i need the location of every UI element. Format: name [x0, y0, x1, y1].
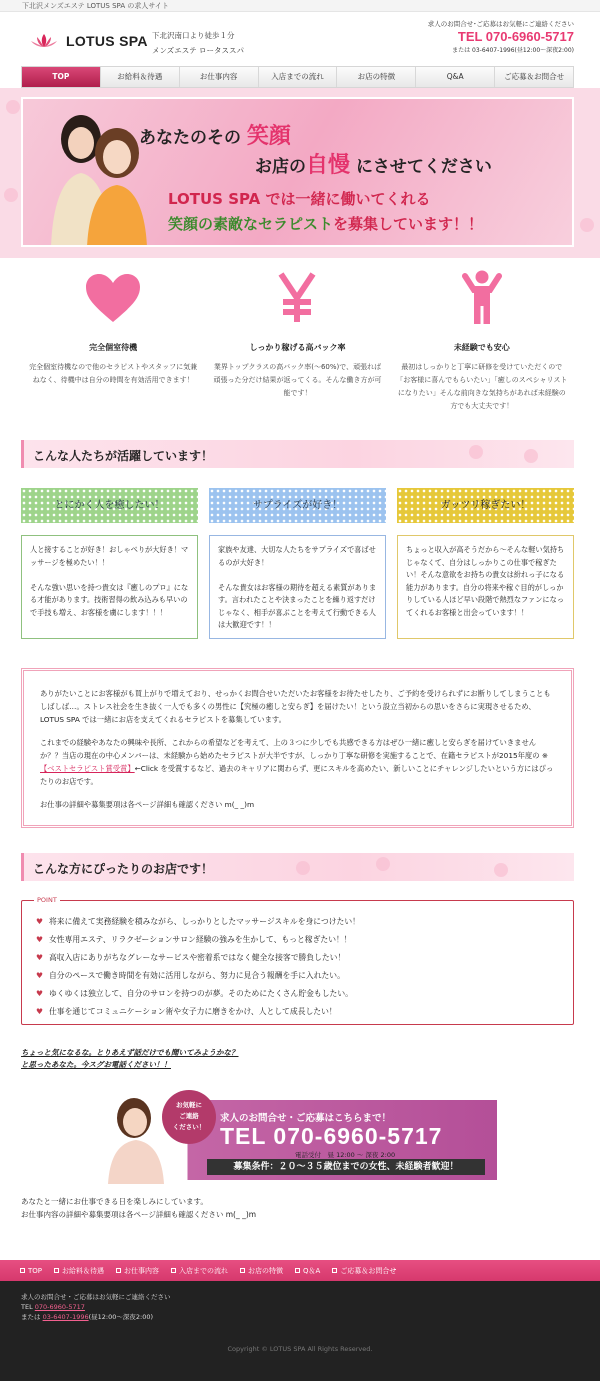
type-body-p1: 人と接することが好き！おしゃべりが大好き！マッサージを極めたい！！: [30, 545, 189, 567]
hero-line1: [139, 119, 291, 150]
list-item: [36, 913, 559, 931]
section-heading-fit: [21, 853, 574, 881]
hero-line3: LOTUS SPA では一緒に働いてくれる: [168, 190, 431, 208]
features: [21, 268, 574, 413]
banner-title: 求人のお問合せ・ご応募はこちらまで！: [220, 1113, 392, 1124]
type-card: [21, 488, 198, 639]
header-description: [152, 28, 244, 58]
list-item: [36, 985, 559, 1003]
nav-top[interactable]: TOP: [22, 67, 101, 87]
footer-tel-line: [21, 1302, 171, 1312]
nav-features[interactable]: お店の特徴: [337, 67, 416, 87]
hero-line4: [168, 213, 483, 234]
footer: [0, 1281, 600, 1381]
section-heading-active: [21, 440, 574, 468]
square-bullet-icon: [240, 1268, 245, 1273]
message-p3: お仕事の詳細や募集要項は各ページ詳細も確認ください m(_ _)m: [40, 800, 255, 809]
type-body-p1: ちょっと収入が高そうだから～そんな軽い気持ちじゃなくて、自分はしっかりこの仕事で稼ぎたい！そんな意欲をお持ちの貴女は紛れっ子になる能力があります。自分の将来や稼ぐ目的がしっかりしている人ほど早い段階で熱烈なファンになってくれるお客様と出会っています！！: [406, 545, 565, 617]
closing-line2: お仕事内容の詳細や募集要項は各ページ詳細も確認ください m(_ _)m: [21, 1210, 257, 1219]
call-prompt-line2: と思ったあなた。今スグお電話ください！！: [21, 1060, 171, 1069]
point-text: 自分のペースで働き時間を有効に活用しながら、努力に見合う報酬を手に入れたい。: [49, 971, 345, 980]
feature-item: [390, 268, 574, 413]
point-box: [21, 896, 574, 1025]
hero-line4b: を募集しています！！: [333, 215, 484, 233]
footer-nav-features[interactable]: [240, 1266, 283, 1276]
header-tel[interactable]: TEL 070-6960-5717: [457, 29, 574, 44]
message-p2: [40, 736, 555, 788]
square-bullet-icon: [171, 1268, 176, 1273]
footer-tel-label: TEL: [21, 1303, 35, 1311]
person-types: [21, 488, 574, 639]
hero-pride: 自慢: [306, 153, 351, 178]
message-p2b: ←Click を受賞するなど、過去のキャリアに関わらず、更にスキルを高めたい、新しいことにチャレンジしたいという方にはぴったりのお店です。: [40, 764, 554, 786]
contact-note: 求人のお問合せ･ご応募はお気軽にご連絡ください: [427, 20, 574, 28]
point-text: 女性専用エステ、リラクゼーションサロン経験の強みを生かして、もっと稼ぎたい！！: [49, 935, 352, 944]
footer-alt-tel[interactable]: 03-6407-1996: [42, 1313, 89, 1321]
footer-nav-salary[interactable]: [54, 1266, 104, 1276]
banner-hours: 電話受付 昼 12:00 ～ 深夜 2:00: [295, 1151, 396, 1159]
footer-tel[interactable]: 070-6960-5717: [34, 1303, 85, 1311]
heart-bullet-icon: ♥: [36, 917, 43, 926]
footer-contact: [21, 1292, 171, 1322]
point-text: ゆくゆくは独立して、自分のサロンを持つのが夢。そのためにたくさん貯金もしたい。: [49, 989, 353, 998]
message-box: [21, 668, 574, 828]
footer-alt-label: または: [21, 1313, 43, 1321]
type-card: [397, 488, 574, 639]
heart-bullet-icon: ♥: [36, 1007, 43, 1016]
square-bullet-icon: [20, 1268, 25, 1273]
header-contact: [428, 19, 574, 54]
list-item: [36, 931, 559, 949]
contact-badge: [162, 1090, 216, 1144]
header: [0, 12, 600, 66]
heart-bullet-icon: ♥: [36, 935, 43, 944]
footer-nav-top[interactable]: [20, 1267, 42, 1275]
badge-line2: ご連絡: [179, 1112, 199, 1120]
list-item: [36, 1003, 559, 1021]
call-prompt: [21, 1047, 239, 1071]
list-item: [36, 967, 559, 985]
nav-apply[interactable]: ご応募＆お問合せ: [504, 72, 565, 81]
heart-bullet-icon: ♥: [36, 953, 43, 962]
section-title: こんな方にぴったりのお店です！: [33, 862, 214, 876]
footer-nav: [0, 1260, 600, 1281]
heart-bullet-icon: ♥: [36, 971, 43, 980]
header-desc-line1: 下北沢南口より徒歩１分: [152, 31, 235, 40]
type-body: [21, 535, 198, 639]
footer-nav-label: お給料＆待遇: [62, 1266, 105, 1275]
feature-title: しっかり稼げる高バック率: [249, 343, 346, 352]
logo[interactable]: [28, 32, 148, 50]
point-text: 将来に備えて実務経験を積みながら、しっかりとしたマッサージスキルを身につけたい！: [49, 917, 360, 926]
hero-banner: [21, 97, 574, 247]
list-item: [36, 949, 559, 967]
type-body-p2: そんな貴女はお客様の期待を超える素質があります。言われたことや決まったことを繰り返すだけじゃなく、相手が喜ぶことを考えて行動できる人は大歓迎です！！: [218, 582, 377, 629]
main-nav: [21, 66, 574, 88]
heart-bullet-icon: ♥: [36, 989, 43, 998]
message-p1: ありがたいことにお客様がも買上がりで増えており、せっかくお問合せいただいたお客様をお待たせしたり、ご予約を受けられずにお断りしてしまうこともしばしば…。ストレス社会を生き抜く一人でも多くの男性に【究極の癒しと安らぎ】を届けたい！という設立当初からの思いをさらに実現させるため、LOTUS SPA では一緒にお店を支えてくれるセラピストを募集しています。: [40, 689, 551, 724]
message-p2a: これまでの経験やあなたの興味や長所、これからの希望などを考えて、上の３つに少しでも共感できる方はぜひ一緒に癒しと安らぎを届けていきませんか？？当店の現在の中心メンバーは、未経験から始めたセラピストが大半ですが、しっかり丁寧な研修を実施することで、在籍セラピストが2015年度の ※: [40, 738, 548, 760]
hero-line4a: 笑顔の素敵なセラピスト: [168, 215, 334, 233]
type-body: [209, 535, 386, 639]
contact-banner[interactable]: [100, 1090, 497, 1184]
footer-alt-line: [21, 1312, 171, 1322]
operator-photo: [104, 1092, 168, 1184]
nav-salary[interactable]: お給料＆待遇: [101, 67, 180, 87]
feature-title: 未経験でも安心: [453, 343, 510, 352]
hero-smile: 笑顔: [246, 124, 291, 149]
point-list: [36, 913, 559, 1021]
footer-nav-apply[interactable]: [332, 1266, 396, 1276]
hero-line2a: お店の: [255, 157, 306, 177]
type-title: サプライズが好き！: [209, 488, 386, 523]
nav-qa[interactable]: Q&A: [416, 67, 495, 87]
hero-line2c: にさせてください: [355, 157, 492, 177]
footer-nav-label: ご応募＆お問合せ: [340, 1266, 397, 1275]
hero-line2: [255, 148, 492, 179]
square-bullet-icon: [116, 1268, 121, 1273]
type-body: [397, 535, 574, 639]
square-bullet-icon: [332, 1268, 337, 1273]
banner-conditions: 募集条件：２０～３５歳位までの女性、未経験者歓迎！: [207, 1159, 485, 1175]
type-body-p2: そんな強い思いを持つ貴女は『癒しのプロ』になる才能があります。技術習得の飲み込みも早いので手技も増え、お客様を虜にします！！！: [30, 582, 189, 617]
section-title: こんな人たちが活躍しています！: [33, 449, 214, 463]
badge-line1: お気軽に: [176, 1101, 202, 1109]
therapists-photo: [41, 101, 151, 247]
heart-icon: [84, 272, 142, 324]
header-desc-line2: メンズエステ ロータススパ: [152, 46, 245, 55]
copyright: Copyright © LOTUS SPA All Rights Reserved.: [227, 1345, 373, 1353]
person-icon: [462, 270, 502, 326]
yen-icon: [277, 272, 317, 324]
banner-tel[interactable]: TEL 070-6960-5717: [220, 1123, 443, 1149]
site-tagline: 下北沢メンズエステ LOTUS SPA の求人サイト: [0, 0, 600, 12]
feature-item: [205, 268, 389, 413]
footer-nav-qa[interactable]: [295, 1266, 320, 1276]
type-title: とにかく人を癒したい！: [21, 488, 198, 523]
footer-nav-label: Q＆A: [303, 1266, 321, 1275]
point-label: POINT: [34, 896, 60, 904]
type-title: ガッツリ稼ぎたい！: [397, 488, 574, 523]
footer-nav-flow[interactable]: [171, 1266, 228, 1276]
nav-work[interactable]: お仕事内容: [180, 67, 259, 87]
type-card: [209, 488, 386, 639]
hero-line1a: あなたのその: [139, 128, 241, 148]
type-body-p1: 家族や友達、大切な人たちをサプライズで喜ばせるのが大好き！: [218, 545, 376, 567]
header-alt-tel: または 03-6407-1996(昼12:00～深夜2:00): [452, 47, 574, 54]
footer-alt-hours: (昼12:00～深夜2:00): [88, 1313, 154, 1321]
lotus-icon: [28, 32, 60, 50]
closing-line1: あなたと一緒にお仕事できる日を楽しみにしています。: [21, 1197, 208, 1206]
nav-flow[interactable]: 入店までの流れ: [259, 67, 338, 87]
feature-title: 完全個室待機: [89, 343, 138, 352]
badge-line3: ください！: [172, 1123, 206, 1131]
feature-desc: 業界トップクラスの高バック率(～60%)で、頑張れば頑張った分だけ結果が返ってくる。そんな働き方が可能です！: [213, 363, 382, 397]
best-therapist-link[interactable]: 【ベストセラピスト賞受賞】: [40, 764, 135, 773]
feature-desc: 最初はしっかりと丁寧に研修を受けていただくので「お客様に喜んでもらいたい」「癒しのスペシャリストになりたい」そんな前向きな気持ちがあれば未経験の方でも大丈夫です！: [396, 363, 568, 410]
closing-text: [21, 1195, 256, 1221]
point-text: 仕事を通じてコミュニケーション術や女子力に磨きをかけ、人として成長したい！: [49, 1007, 337, 1016]
square-bullet-icon: [54, 1268, 59, 1273]
feature-item: [21, 268, 205, 413]
logo-text: LOTUS SPA: [66, 33, 148, 49]
feature-desc: 完全個室待機なので他のセラピストやスタッフに気兼ねなく、待機中は自分の時間を有効活用できます！: [29, 363, 198, 384]
call-prompt-line1: ちょっと気になるな。とりあえず話だけでも聞いてみようかな？: [21, 1048, 239, 1057]
footer-contact-note: 求人のお問合せ・ご応募はお気軽にご連絡ください: [21, 1293, 171, 1301]
footer-nav-label: お店の特徴: [248, 1266, 284, 1275]
square-bullet-icon: [295, 1268, 300, 1273]
footer-nav-label: 入店までの流れ: [179, 1266, 229, 1275]
footer-nav-label: お仕事内容: [124, 1266, 160, 1275]
point-text: 高収入店にありがちなグレーなサービスや密着系ではなく健全な接客で勝負したい！: [49, 953, 346, 962]
footer-nav-work[interactable]: [116, 1266, 159, 1276]
footer-nav-label: TOP: [28, 1266, 43, 1275]
